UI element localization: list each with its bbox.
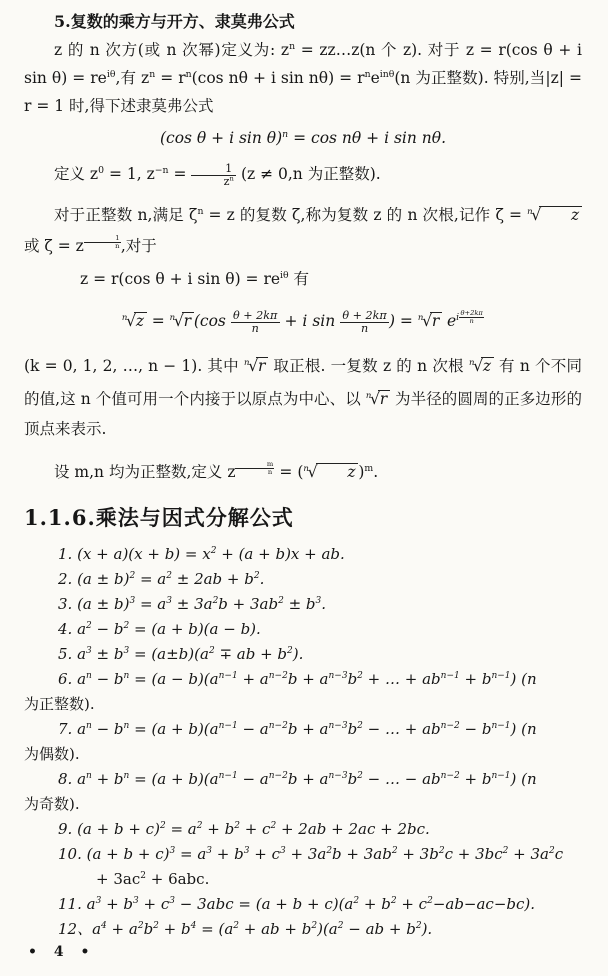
formula-item <box>24 642 582 667</box>
formula-item <box>24 717 582 767</box>
formula-item-line: 7. $a^n - b^n = (a + b)(a^{n-1} - a^{n-2}b + a^{n-3}b^2$ − … + $ab^{n-2} - b^{n-1}$) (n <box>58 719 537 738</box>
polar-form-line: z = r(cos θ + i $\sin \theta) = re^{i\theta}$ 有 <box>80 269 310 288</box>
formula-item-line: 2. $(a \pm b)^2 = a^2 \pm 2ab + b^2$. <box>58 569 265 588</box>
formula-item <box>24 917 582 942</box>
formula-item-line: 12、$a^4 + a^2b^2 + b^4 = (a^2$ + ab + $b^2)(a^2$ − ab + $b^2$). <box>58 919 433 938</box>
root-values-paragraph: (k = 0, 1, 2, …, n − 1). 其中 $^n$√r 取正根. 一复数 z 的 n 次根 $^n$√z 有 n 个不同的值,这 n 个值可用一个内接于以原点为中心、以 $^n$√r 为半径的圆周的正多边形的顶点来表示. <box>24 356 583 438</box>
formula-item-line: 11. $a^3 + b^3 + c^3 - 3abc = (a + b + c)(a^2 + b^2 + c^2-ab-ac-bc)$. <box>58 894 536 913</box>
nth-root-definition-paragraph: 对于正整数 n,满足 $\zeta^n = z$ 的复数 ζ,称为复数 z 的 n 次根,记作 ζ = $^n$√ z 或 ζ = z $^{\frac{1}{n}}$ ,对于 <box>24 197 582 262</box>
formula-item <box>24 567 582 592</box>
section-5-heading: 5.复数的乘方与开方、隶莫弗公式 <box>54 12 295 31</box>
formula-item <box>24 542 582 567</box>
formula-item <box>24 667 582 717</box>
section-1-1-6-heading: 1.1.6.乘法与因式分解公式 <box>24 504 294 530</box>
de-moivre-formula: (cos θ + i sin θ)$^n$ = cos nθ + i sin nθ. <box>159 128 447 147</box>
formula-item-line: 4. $a^2 - b^2 = (a + b)(a - b)$. <box>58 619 261 638</box>
formula-item <box>24 892 582 917</box>
powers-definition-paragraph: z 的 n 次方(或 n 次幂)定义为: $z^n$ = zz…z(n 个 z). 对于 z = r(cos θ + i $\sin \theta) = re^{i\theta}$,有 $z^n = r^n(\cos$ nθ + i $\sin n\theta) = r^ne^{in\theta}(n$ 为正整数). 特别,当|z| = r = 1 时,得下述隶莫弗公式 <box>24 40 582 115</box>
formula-item <box>24 817 582 842</box>
formula-item-continuation: 为正整数). <box>24 694 95 713</box>
rational-power-definition: 设 m,n 均为正整数,定义 z $^{\frac{m}{n}}$ = ($^n$√ z )$^m$. <box>54 459 379 481</box>
formula-list <box>24 542 582 942</box>
negative-power-definition: 定义 $z^0 = 1$, $z^{-n}$ = $\frac{1}{z^n}$ (z ≠ 0,n 为正整数). <box>54 161 381 189</box>
formula-item-line: 10. $(a + b + c)^3 = a^3 + b^3 + c^3 + 3a^2b + 3ab^2 + 3b^2c + 3bc^2 + 3a^2c$ <box>58 844 564 863</box>
formula-item-line: 3. $(a \pm b)^3 = a^3 \pm 3a^2b + 3ab^2 \pm b^3$. <box>58 594 327 613</box>
formula-item-line: 5. $a^3 \pm b^3 = (a\pm b)(a^2$ ∓ ab + $b^2$). <box>58 644 304 663</box>
formula-item-continuation: 为偶数). <box>24 744 80 763</box>
formula-item-line: 9. $(a + b + c)^2 = a^2 + b^2 + c^2 + 2ab + 2ac + 2bc$. <box>58 819 430 838</box>
formula-item-line: 8. $a^n + b^n = (a + b)(a^{n-1} - a^{n-2}b + a^{n-3}b^2$ − … − $ab^{n-2} + b^{n-1}$) (n <box>58 769 537 788</box>
formula-item <box>24 592 582 617</box>
formula-item-line: 1. $(x + a)(x + b) = x^2 + (a + b)x$ + ab. <box>58 544 345 563</box>
page-number: • 4 • <box>28 944 91 960</box>
nth-root-formula: $^n$√z = $^n$√r (cos $\frac{\theta + 2k\pi}{n}$ + i sin $\frac{\theta + 2k\pi}{n}$ ) = $^n$√r $e^{i \frac{\theta+2k\pi}{n}}$ <box>121 308 483 336</box>
formula-item <box>24 767 582 817</box>
formula-item <box>24 842 582 892</box>
formula-item <box>24 617 582 642</box>
formula-item-continuation: 为奇数). <box>24 794 80 813</box>
formula-item-line: 6. $a^n - b^n = (a - b)(a^{n-1} + a^{n-2}b + a^{n-3}b^2$ + … + $ab^{n-1} + b^{n-1}$) (n <box>58 669 537 688</box>
formula-item-continuation: + $3ac^2 + 6abc$. <box>96 869 210 888</box>
